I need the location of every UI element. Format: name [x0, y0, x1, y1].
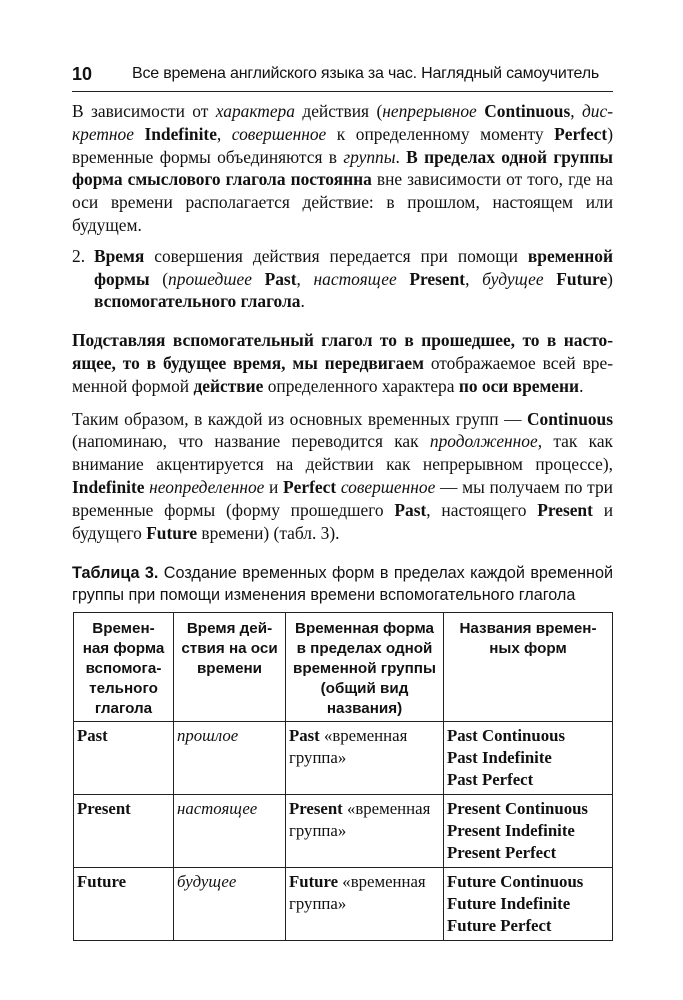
text: действия ( [294, 101, 383, 121]
text: отображаемое всей временной формой [72, 352, 613, 396]
text [134, 124, 145, 144]
text-bold: В пределах одной группы форма смыслового глагола постоянна [72, 146, 613, 190]
paragraph-auxiliary [72, 329, 613, 397]
text: вне зависимости от того, где на оси времени располагается действие: в прошлом, настоящем или будущем. [72, 169, 613, 235]
form-name: Past Perfect [447, 770, 534, 789]
text-bold: Past [264, 268, 297, 289]
header-form-names [444, 613, 613, 722]
form-name: Future Indefinite [447, 894, 571, 913]
text: ( [149, 268, 169, 289]
form-name: Past Continuous [447, 726, 565, 745]
cell-names [444, 795, 613, 868]
text-bold: Future [556, 268, 608, 289]
text-bold: Past [394, 499, 427, 520]
text-bold: временной формы [94, 245, 613, 289]
form-name: Present Indefinite [447, 821, 575, 840]
text: , [465, 268, 483, 289]
header-line: Названия времен- [459, 620, 597, 637]
text-bold: действие [193, 375, 264, 396]
cell-form [286, 722, 444, 795]
cell-form [286, 868, 444, 941]
header-line: в пределах одной [296, 640, 433, 657]
list-item-2 [72, 245, 613, 313]
text-bold: Время [94, 245, 145, 266]
cell-tense: Future [74, 868, 174, 941]
page-number: 10 [72, 64, 93, 84]
header-line: Времен- [92, 620, 155, 637]
text-bold: Continuous [526, 408, 613, 429]
text-italic: продолженное [429, 431, 538, 452]
text-bold: Continuous [484, 101, 571, 121]
text-bold: по оси времени [458, 375, 580, 396]
form-bold: Present [289, 799, 343, 818]
text: — мы получаем по три временные формы (форму прошедшего [72, 476, 613, 520]
form-name: Future Perfect [447, 916, 552, 935]
paragraph-summary [72, 408, 613, 545]
cell-time: настоящее [174, 795, 286, 868]
header-line: ных форм [489, 640, 567, 657]
header-line: ствия на оси [181, 640, 278, 657]
header-line: времени [196, 660, 263, 677]
table-row [74, 868, 613, 941]
form-name: Present Continuous [447, 799, 588, 818]
text: и будущего [72, 499, 613, 543]
text: , настоящего [426, 499, 538, 520]
table-caption [72, 562, 613, 606]
form-bold: Future [289, 872, 339, 891]
text-bold: вспомогательного глагола [94, 291, 301, 312]
form-name: Future Continuous [447, 872, 584, 891]
cell-time: прошлое [174, 722, 286, 795]
text-italic: совершенное [231, 123, 327, 144]
text [544, 269, 557, 289]
text-italic: совершенное [340, 476, 436, 497]
header-tense-form [286, 613, 444, 722]
text-italic: группы [343, 146, 396, 167]
header-line: ная форма [82, 640, 165, 657]
text: Таким образом, в каждой из основных временных групп — [72, 408, 527, 429]
header-line: тельного [89, 680, 158, 697]
text-bold: Indefinite [144, 123, 217, 144]
text-italic: характера [215, 101, 295, 121]
running-head: Все времена английского языка за час. Наглядный самоучитель [132, 65, 599, 82]
text-bold: Future [146, 522, 198, 543]
text: . [395, 146, 407, 167]
page-body [72, 100, 613, 606]
text-bold: Perfect [554, 123, 608, 144]
text-bold: Подставляя вспомогательный глагол то в прошедшее, то в настоящее, то в будущее время, мы передвигаем [72, 330, 613, 373]
header-auxiliary-form [74, 613, 174, 722]
text: , [296, 268, 314, 289]
text-bold: Indefinite [72, 476, 145, 497]
caption-text: Создание временных форм в пределах каждой временной группы при помощи изменения времени вспомогательного глагола [72, 564, 613, 605]
text: ) [607, 268, 613, 289]
text-italic: будущее [482, 268, 544, 289]
text-bold: Present [537, 499, 593, 520]
text: . [579, 375, 584, 396]
table-header-row [74, 613, 613, 722]
text [252, 269, 265, 289]
header-line: временной группы [293, 660, 436, 677]
text-bold: Present [409, 268, 466, 289]
cell-names [444, 722, 613, 795]
text: и [264, 476, 284, 497]
text: (напоминаю, что название переводится как [72, 431, 430, 452]
text: времени) (табл. 3). [197, 522, 340, 543]
form-name: Present Perfect [447, 843, 557, 862]
text: , [570, 101, 582, 121]
text [397, 269, 410, 289]
text: , так как внимание акцентируется на действии как непрерывном процессе), [72, 431, 613, 475]
text-italic: неопределенное [149, 476, 265, 497]
header-line: Время дей- [186, 620, 273, 637]
text-italic: непрерывное [382, 101, 477, 121]
header-line: (общий вид [320, 680, 409, 697]
text: к определенному моменту [326, 123, 555, 144]
form-rest: «временная группа» [289, 726, 408, 767]
cell-form [286, 795, 444, 868]
form-rest: «временная группа» [289, 872, 426, 913]
header-line: Временная форма [295, 620, 434, 637]
caption-label: Таблица 3. [72, 564, 159, 583]
text: . [300, 291, 305, 312]
text: ) временные формы объединяются в [72, 123, 613, 167]
cell-names [444, 868, 613, 941]
form-bold: Past [289, 726, 320, 745]
form-name: Past Indefinite [447, 748, 552, 767]
tense-table [73, 612, 613, 941]
page-header [72, 62, 613, 92]
text-bold: Perfect [283, 476, 337, 497]
header-line: вспомога- [85, 660, 162, 677]
cell-tense: Present [74, 795, 174, 868]
text: , [216, 123, 232, 144]
text: В зависимости от [72, 101, 216, 121]
text-italic: прошедшее [168, 268, 252, 289]
text-italic: дискретное [72, 101, 613, 144]
text: совершения действия передается при помощи [144, 245, 528, 266]
table-row [74, 722, 613, 795]
text-italic: настоящее [313, 268, 397, 289]
paragraph-groups [72, 100, 613, 237]
header-line: названия) [326, 700, 403, 717]
table-row [74, 795, 613, 868]
list-number: 2. [72, 245, 86, 266]
header-line: глагола [94, 700, 153, 717]
cell-time: будущее [174, 868, 286, 941]
cell-tense: Past [74, 722, 174, 795]
header-action-time [174, 613, 286, 722]
form-rest: «временная группа» [289, 799, 431, 840]
text: определенного характера [263, 375, 459, 396]
